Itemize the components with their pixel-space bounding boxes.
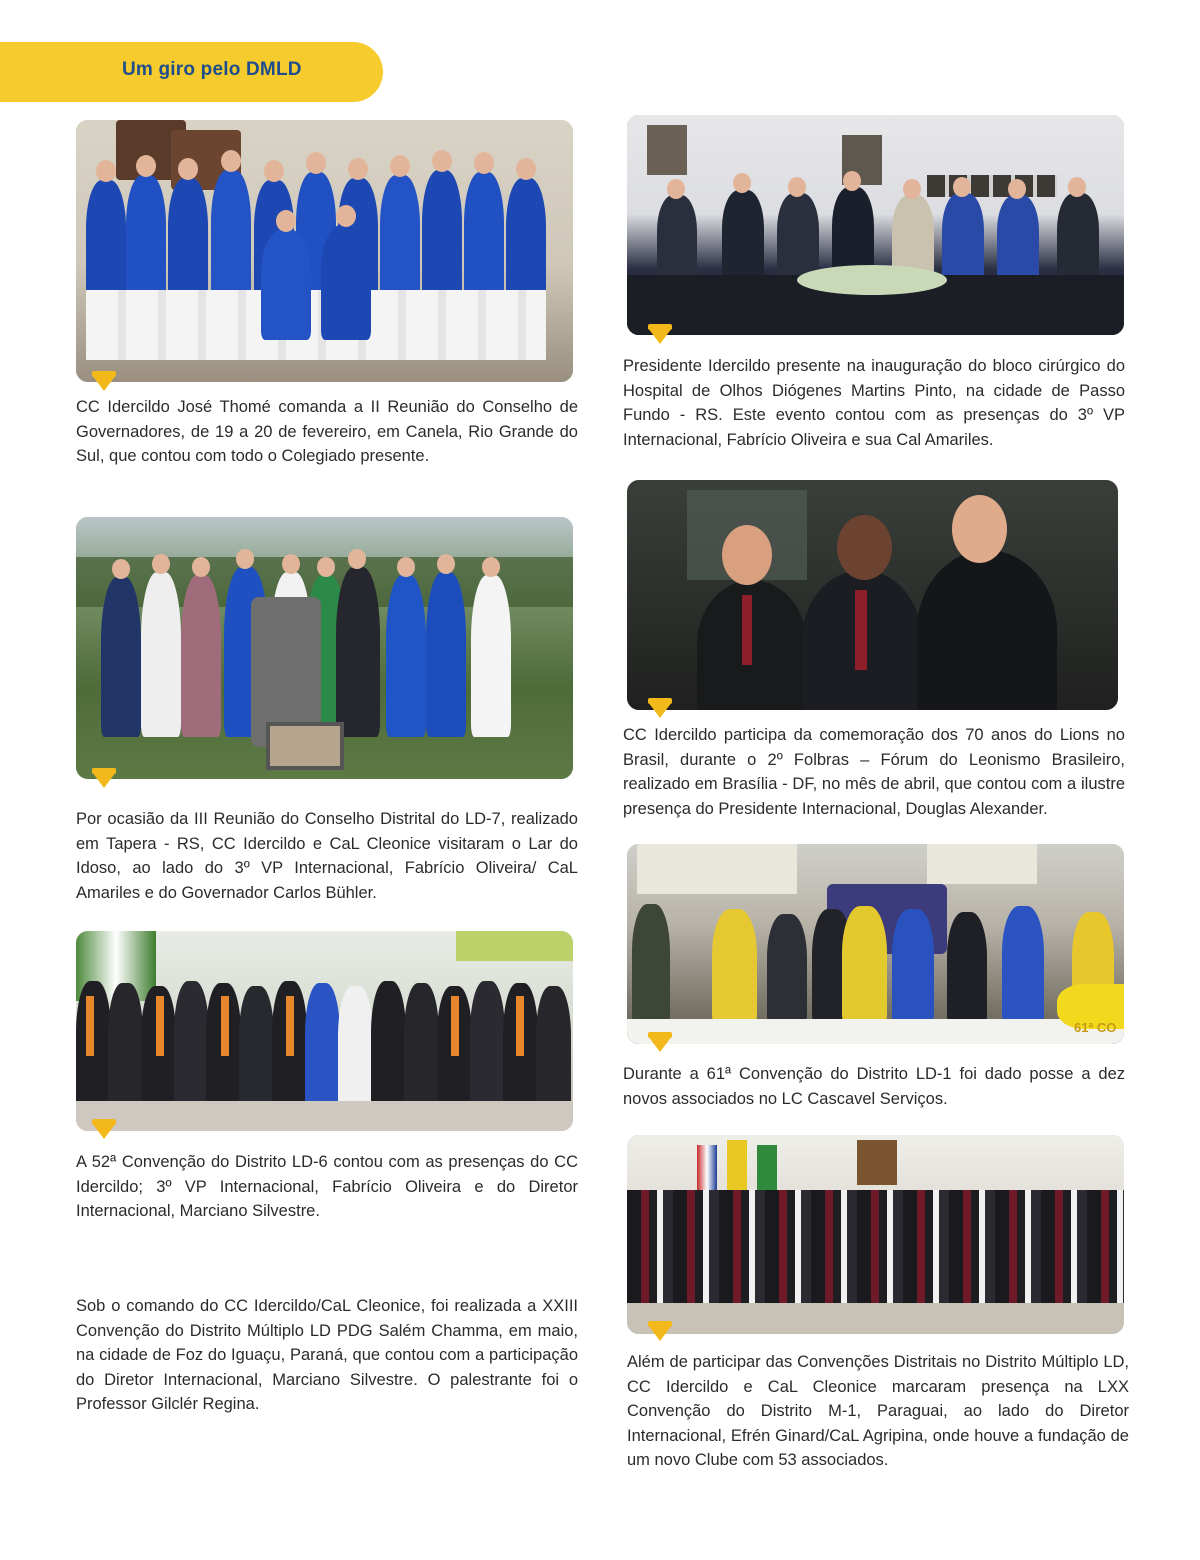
- section-banner: [0, 42, 383, 102]
- pin-marker-icon: [648, 702, 672, 718]
- caption-ld1-convention: Durante a 61ª Convenção do Distrito LD-1 foi dado posse a dez novos associados no LC Cascavel Serviços.: [623, 1065, 1125, 1108]
- pin-marker-icon: [648, 328, 672, 344]
- photo-council-governors: [76, 120, 573, 382]
- caption-folbras: CC Idercildo participa da comemoração dos 70 anos do Lions no Brasil, durante o 2º Folbras – Fórum do Leonismo Brasileiro, realizado em Brasília - DF, no mês de abril, que contou com a ilustre presença do Presidente Internacional, Douglas Alexander.: [623, 726, 1125, 818]
- pin-marker-icon: [92, 772, 116, 788]
- caption-ld6-convention: A 52ª Convenção do Distrito LD-6 contou com as presenças do CC Idercildo; 3º VP Internacional, Fabrício Oliveira e do Diretor Internacional, Marciano Silvestre.: [76, 1153, 578, 1220]
- caption-dm-ld-convention: Sob o comando do CC Idercildo/CaL Cleonice, foi realizada a XXIII Convenção do Distrito Múltiplo LD PDG Salém Chamma, em maio, na cidade de Foz do Iguaçu, Paraná, que contou com a participação do Diretor Internacional, Marciano Silvestre. O palestrante foi o Professor Gilclér Regina.: [76, 1297, 578, 1413]
- pin-marker-icon: [92, 375, 116, 391]
- section-title: Um giro pelo DMLD: [122, 59, 302, 80]
- photo-ld1-convention: [627, 844, 1124, 1044]
- pin-marker-icon: [648, 1325, 672, 1341]
- caption-tapera-visit: Por ocasião da III Reunião do Conselho Distrital do LD-7, realizado em Tapera - RS, CC Idercildo e CaL Cleonice visitaram o Lar do Idoso, ao lado do 3º VP Internacional, Fabrício Oliveira/ CaL Amariles e do Governador Carlos Bühler.: [76, 810, 578, 902]
- photo-paraguay-convention: [627, 1135, 1124, 1334]
- caption-paraguay-convention: Além de participar das Convenções Distritais no Distrito Múltiplo LD, CC Idercildo e CaL Cleonice marcaram presença na LXX Convenção do Distrito M-1, Paraguai, ao lado do Diretor Internacional, Efrén Ginard/CaL Agripina, onde houve a fundação de um novo Clube com 53 associados.: [627, 1353, 1129, 1469]
- pin-marker-icon: [648, 1036, 672, 1052]
- photo-tapera-visit: [76, 517, 573, 779]
- photo-overlay-banner-text: 61ª CO: [1074, 1020, 1117, 1035]
- caption-hospital-inauguration: Presidente Idercildo presente na inauguração do bloco cirúrgico do Hospital de Olhos Diógenes Martins Pinto, na cidade de Passo Fundo - RS. Este evento contou com as presenças do 3º VP Internacional, Fabrício Oliveira e sua Cal Amariles.: [623, 357, 1125, 449]
- photo-ld6-convention: [76, 931, 573, 1131]
- photo-folbras: [627, 480, 1118, 710]
- pin-marker-icon: [92, 1123, 116, 1139]
- photo-hospital-inauguration: [627, 115, 1124, 335]
- caption-council-governors: CC Idercildo José Thomé comanda a II Reunião do Conselho de Governadores, de 19 a 20 de fevereiro, em Canela, Rio Grande do Sul, que contou com todo o Colegiado presente.: [76, 398, 578, 465]
